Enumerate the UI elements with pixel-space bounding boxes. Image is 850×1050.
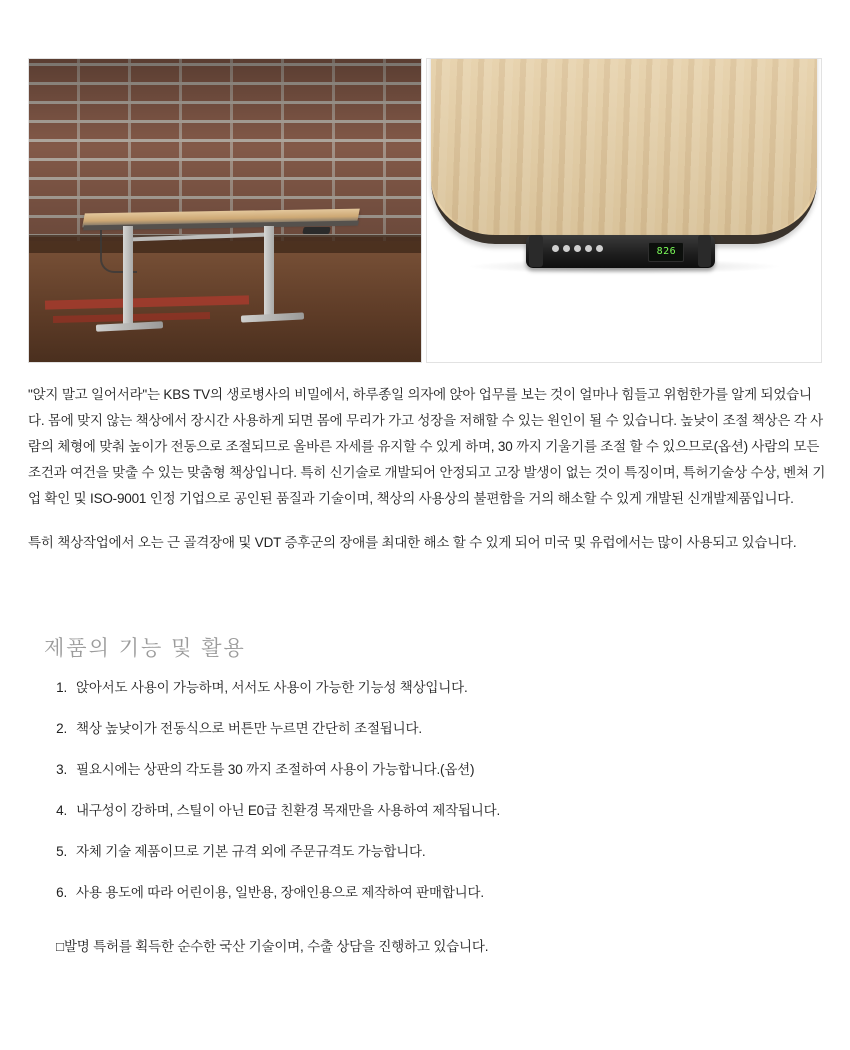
list-item-text: 사용 용도에 따라 어린이용, 일반용, 장애인용으로 제작하여 판매합니다. [76,885,484,900]
controller-button-3 [574,245,581,252]
list-item [46,758,806,778]
desk-controller-photo [426,58,822,363]
list-item-number: 5. [56,844,67,859]
footnote-text: □발명 특허를 획득한 순수한 국산 기술이며, 수출 상담을 진행하고 있습니다. [56,939,489,954]
controller-button-1 [552,245,559,252]
list-item-text: 필요시에는 상판의 각도를 30 까지 조절하여 사용이 가능합니다.(옵션) [76,762,475,777]
controller-button-5 [596,245,603,252]
height-controller-panel [526,235,715,268]
list-item [46,717,806,737]
list-item-text: 자체 기술 제품이므로 기본 규격 외에 주문규격도 가능합니다. [76,844,426,859]
controller-button-2 [563,245,570,252]
intro-paragraph-2: 특히 책상작업에서 오는 근 골격장애 및 VDT 증후군의 장애를 최대한 해소 할 수 있게 되어 미국 및 유럽에서는 많이 사용되고 있습니다. [28,535,797,550]
desk-top-closeup [431,58,817,244]
desk-leg-left [123,226,133,326]
list-item [46,676,806,696]
desk-room-photo [28,58,422,363]
list-item-number: 4. [56,803,67,818]
desk-leg-right [264,226,274,320]
controller-buttons [552,245,603,252]
controller-height-display: 826 [648,242,684,262]
list-item-text: 책상 높낮이가 전동식으로 버튼만 누르면 간단히 조절됩니다. [76,721,422,736]
controller-button-4 [585,245,592,252]
desk-controller-small [303,227,332,234]
intro-text-block [28,382,828,556]
controller-mount-left [529,235,542,267]
list-item-number: 3. [56,762,67,777]
list-item-text: 내구성이 강하며, 스틸이 아닌 E0급 친환경 목재만을 사용하여 제작됩니다. [76,803,501,818]
list-item-number: 1. [56,680,67,695]
list-item [46,840,806,860]
list-item-number: 2. [56,721,67,736]
feature-list [46,676,806,922]
list-item [46,881,806,901]
product-image-band [28,58,822,363]
wood-grain-overlay [431,58,817,235]
list-item-text: 앉아서도 사용이 가능하며, 서서도 사용이 가능한 기능성 책상입니다. [76,680,468,695]
intro-paragraph-1: "앉지 말고 일어서라"는 KBS TV의 생로병사의 비밀에서, 하루종일 의자에 앉아 업무를 보는 것이 얼마나 힘들고 위험한가를 알게 되었습니다. 몸에 맞지 않는 책상에서 장시간 사용하게 되면 몸에 무리가 가고 성장을 저해할 수 있는 원인이 될 수 있습니다. 높낮이 조절 책상은 각 사람의 체형에 맞춰 높이가 전동으로 조절되므로 올바른 자세를 유지할 수 있게 하며, 30 까지 기울기를 조절 할 수 있으므로(옵션) 사람의 모든 조건과 여건을 맞출 수 있는 맞춤형 책상입니다. 특히 신기술로 개발되어 안정되고 고장 발생이 없는 것이 특징이며, 특허기술상 수상, 벤쳐 기업 확인 및 ISO-9001 인정 기업으로 공인된 품질과 기술이며, 책상의 사용상의 불편함을 거의 해소할 수 있게 개발된 신개발제품입니다. [28,387,826,506]
list-item-number: 6. [56,885,67,900]
section-heading-features: 제품의 기능 및 활용 [44,637,246,660]
controller-mount-right [698,235,711,267]
list-item [46,799,806,819]
